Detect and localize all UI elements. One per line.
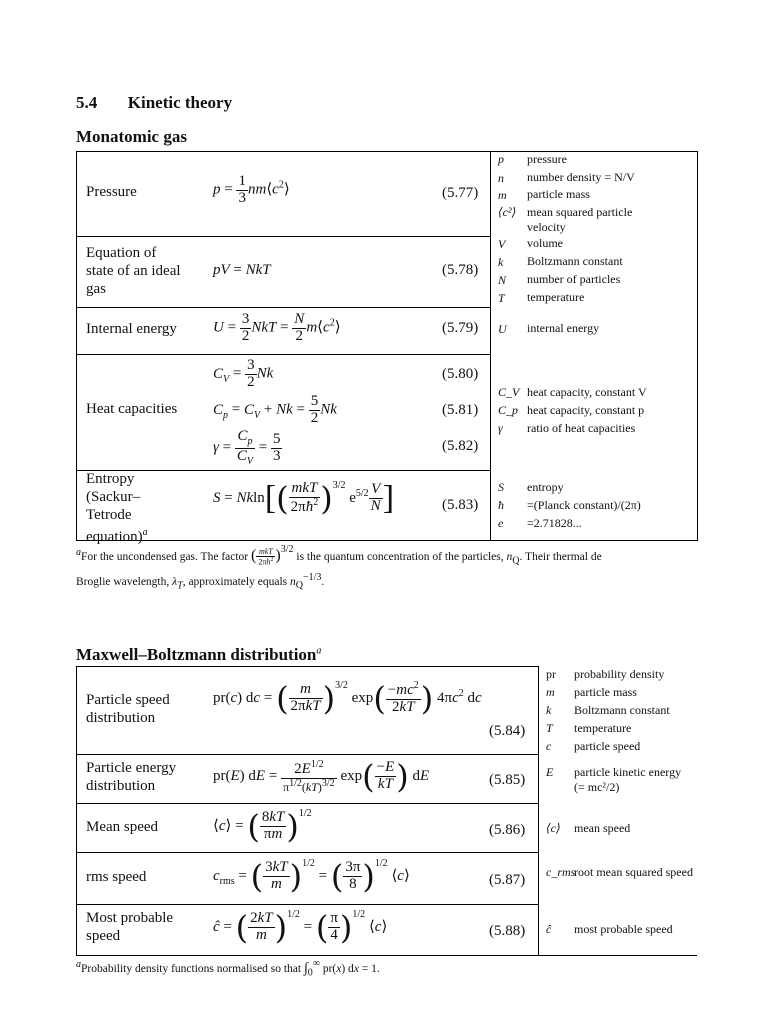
monatomic-gas-heading: Monatomic gas	[76, 127, 187, 146]
section-heading	[76, 93, 232, 113]
eqno-5-82: (5.82)	[442, 438, 479, 454]
row-label-speed-distribution: Particle speed distribution	[86, 692, 170, 726]
equation-entropy: S = Nkln[( $\frac{\text{mkT}}{2\pi ħ^2}$ )$^{3/2}$ $e^{5/2}$ $\frac{V}{N}$ ]	[213, 479, 395, 518]
equation-gamma: γ = $\frac{C_p}{C_V}$ = $\frac{5}{3}$	[213, 428, 281, 467]
symbol: C_p	[498, 403, 519, 417]
row-label-entropy: Entropy (Sackur–Tetrode equation)$^a$	[86, 471, 148, 545]
symbol-desc: ratio of heat capacities	[527, 421, 636, 435]
symbol: E	[546, 765, 554, 779]
gas-footnote-line1: $^a$For the uncondensed gas. The factor ( $\frac{\text{mkT}}{2\pi ħ^2}$ )$^{3/2}$ is the quantum concentration of the particles, $n_Q$. Their thermal de	[76, 544, 602, 567]
symbol: T	[498, 291, 505, 305]
eqno-5-83: (5.83)	[442, 497, 479, 513]
equation-speed-distribution: pr(c) dc = ( $\frac{m}{\text{2πkT}}$ )$^{3/2}$ exp( $\frac{-mc^2}{2kT}$ ) $4\pi c^2$ dc	[213, 679, 482, 718]
equation-cv: $C_V$ = $\frac{3}{2}$ Nk	[213, 357, 274, 390]
row-label-internal-energy: Internal energy	[86, 321, 177, 337]
symbol-desc: number of particles	[527, 272, 621, 286]
row-label-most-probable-speed: Most probable speed	[86, 910, 174, 944]
row-label-ideal-gas: Equation of state of an ideal gas	[86, 245, 181, 297]
symbol-desc: heat capacity, constant p	[527, 403, 645, 417]
row-label-mean-speed: Mean speed	[86, 819, 159, 835]
equation-energy-distribution: pr(E) dE = $\frac{2E^{1/2}}{\pi^{1/2}(kT)^{3/2}}$ exp( $\frac{-E}{kT}$ ) dE	[213, 757, 430, 796]
gas-footnote-line2: Broglie wavelength, $\lambda_T$, approximately equals $n_Q^{-1/3}$.	[76, 572, 325, 592]
eqno-5-81: (5.81)	[442, 402, 479, 418]
symbol-desc: Boltzmann constant	[574, 703, 670, 717]
symbol: V	[498, 237, 506, 251]
symbol-desc: most probable speed	[574, 922, 673, 936]
symbol: p	[498, 152, 504, 166]
eqno-5-86: (5.86)	[489, 822, 526, 838]
symbol-desc: temperature	[574, 721, 632, 735]
symbol: ⟨c⟩	[546, 821, 561, 835]
symbol-desc: particle mass	[574, 685, 637, 699]
section-title: Kinetic theory	[127, 93, 233, 112]
symbol: C_V	[498, 385, 520, 399]
symbol-desc: internal energy	[527, 321, 600, 335]
symbol-desc: particle speed	[574, 739, 641, 753]
eqno-5-79: (5.79)	[442, 320, 479, 336]
symbol-desc: mean speed	[574, 821, 631, 835]
maxwell-boltzmann-table	[76, 666, 697, 956]
symbol-desc: volume	[527, 236, 563, 250]
eqno-5-87: (5.87)	[489, 872, 526, 888]
symbol-desc: entropy	[527, 480, 564, 494]
equation-rms-speed: $c_{rms}$ = ( $\frac{3kT}{m}$ )$^{1/2}$ = ( $\frac{3\pi}{8}$ )$^{1/2}$ ⟨c⟩	[213, 857, 410, 896]
equation-internal-energy: U = $\frac{3}{2}$ NkT = $\frac{N}{2}$ $m⟨c^2⟩$	[213, 311, 341, 344]
symbol: k	[546, 703, 552, 717]
symbol: T	[546, 721, 553, 735]
symbol: c_rms	[546, 865, 576, 879]
eqno-5-85: (5.85)	[489, 772, 526, 788]
row-label-pressure: Pressure	[86, 184, 137, 200]
symbol-desc: =2.71828...	[527, 516, 582, 530]
equation-cp: $C_p = C_V + Nk$ = $\frac{5}{2}$ Nk	[213, 393, 337, 426]
symbol: e	[498, 516, 504, 530]
symbol: n	[498, 171, 504, 185]
symbol: ⟨c²⟩	[498, 205, 517, 219]
mb-heading: Maxwell–Boltzmann distribution$^a$	[76, 645, 322, 664]
equation-most-probable-speed: ĉ = ( $\frac{2kT}{m}$ )$^{1/2}$ = ( $\frac{\pi}{4}$ )$^{1/2}$ ⟨c⟩	[213, 908, 388, 947]
equation-pressure: p = $\frac{1}{3}$ $nm⟨c^2⟩$	[213, 173, 290, 206]
symbol-desc: heat capacity, constant V	[527, 385, 647, 399]
symbol-desc: particle kinetic energy (= mc²/2)	[574, 765, 682, 794]
mb-footnote: $^a$Probability density functions normalised so that $\int_0^\infty$ pr(x) dx = 1.	[76, 958, 380, 979]
symbol: ħ	[498, 498, 504, 512]
symbol-desc: probability density	[574, 667, 665, 681]
symbol: k	[498, 255, 504, 269]
eqno-5-78: (5.78)	[442, 262, 479, 278]
eqno-5-80: (5.80)	[442, 366, 479, 382]
symbol: pr	[546, 667, 556, 681]
symbol: N	[498, 273, 507, 287]
eqno-5-88: (5.88)	[489, 923, 526, 939]
monatomic-gas-table	[76, 151, 698, 545]
symbol: m	[498, 188, 507, 202]
symbol-desc: number density = N/V	[527, 170, 635, 184]
equation-mean-speed: ⟨c⟩ = ( $\frac{8kT}{\pi m}$ )$^{1/2}$	[213, 807, 312, 846]
symbol: U	[498, 322, 507, 336]
section-number: 5.4	[76, 93, 98, 112]
symbol-desc: mean squared particle velocity	[527, 205, 633, 234]
symbol-desc: particle mass	[527, 187, 590, 201]
row-label-heat-capacities: Heat capacities	[86, 401, 178, 417]
symbol-desc: =(Planck constant)/(2π)	[527, 498, 641, 512]
symbol: S	[498, 480, 504, 494]
symbol: m	[546, 685, 555, 699]
symbol: ĉ	[546, 922, 552, 936]
symbol-desc: pressure	[527, 152, 567, 166]
symbol-desc: temperature	[527, 290, 585, 304]
symbol-desc: root mean squared speed	[574, 865, 693, 879]
row-label-rms-speed: rms speed	[86, 869, 147, 885]
equation-ideal-gas: pV = NkT	[213, 262, 271, 278]
eqno-5-77: (5.77)	[442, 185, 479, 201]
eqno-5-84: (5.84)	[489, 723, 526, 739]
row-label-energy-distribution: Particle energy distribution	[86, 760, 177, 794]
symbol: c	[546, 739, 552, 753]
symbol: γ	[498, 421, 503, 435]
symbol-desc: Boltzmann constant	[527, 254, 623, 268]
